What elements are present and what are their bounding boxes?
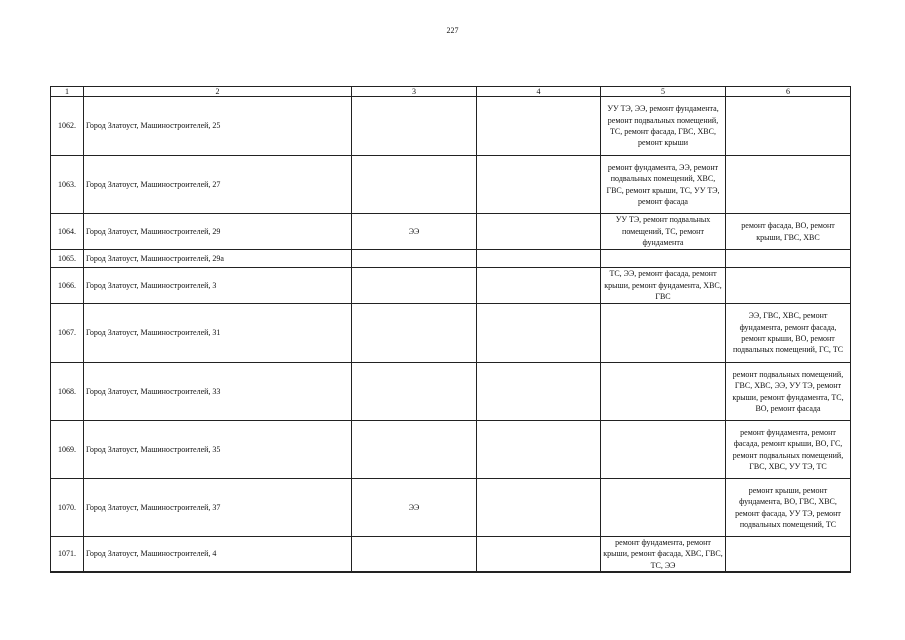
address-cell: Город Златоуст, Машиностроителей, 31 <box>84 304 352 363</box>
table-row <box>51 363 851 421</box>
column-header: 4 <box>477 87 601 97</box>
row-number: 1068. <box>51 363 84 421</box>
row-number: 1071. <box>51 537 84 573</box>
column-3-cell <box>352 156 477 214</box>
address-cell: Город Златоуст, Машиностроителей, 29 <box>84 214 352 250</box>
column-3-cell <box>352 97 477 156</box>
address-cell: Город Златоуст, Машиностроителей, 25 <box>84 97 352 156</box>
column-4-cell <box>477 156 601 214</box>
column-4-cell <box>477 214 601 250</box>
column-4-cell <box>477 421 601 479</box>
column-3-cell: ЭЭ <box>352 479 477 537</box>
column-6-cell: ЭЭ, ГВС, ХВС, ремонт фундамента, ремонт фасада, ремонт крыши, ВО, ремонт подвальных помещений, ГС, ТС <box>726 304 851 363</box>
column-header: 6 <box>726 87 851 97</box>
column-3-cell <box>352 421 477 479</box>
column-5-cell: ТС, ЭЭ, ремонт фасада, ремонт крыши, ремонт фундамента, ХВС, ГВС <box>601 268 726 304</box>
row-number: 1070. <box>51 479 84 537</box>
column-4-cell <box>477 97 601 156</box>
column-4-cell <box>477 363 601 421</box>
column-3-cell: ЭЭ <box>352 214 477 250</box>
column-header: 5 <box>601 87 726 97</box>
table-row <box>51 156 851 214</box>
table-row <box>51 97 851 156</box>
column-5-cell: УУ ТЭ, ремонт подвальных помещений, ТС, ремонт фундамента <box>601 214 726 250</box>
row-number: 1066. <box>51 268 84 304</box>
address-cell: Город Златоуст, Машиностроителей, 35 <box>84 421 352 479</box>
column-4-cell <box>477 250 601 268</box>
row-number: 1069. <box>51 421 84 479</box>
column-5-cell <box>601 304 726 363</box>
address-cell: Город Златоуст, Машиностроителей, 27 <box>84 156 352 214</box>
column-6-cell: ремонт фасада, ВО, ремонт крыши, ГВС, ХВС <box>726 214 851 250</box>
row-number: 1065. <box>51 250 84 268</box>
table-row <box>51 304 851 363</box>
row-number: 1064. <box>51 214 84 250</box>
table-row <box>51 268 851 304</box>
column-5-cell: УУ ТЭ, ЭЭ, ремонт фундамента, ремонт подвальных помещений, ТС, ремонт фасада, ГВС, ХВС, ремонт крыши <box>601 97 726 156</box>
table-header-row <box>51 87 851 97</box>
column-6-cell: ремонт фундамента, ремонт фасада, ремонт крыши, ВО, ГС, ремонт подвальных помещений, ГВС, ХВС, УУ ТЭ, ТС <box>726 421 851 479</box>
column-6-cell <box>726 537 851 573</box>
column-6-cell <box>726 268 851 304</box>
column-5-cell <box>601 363 726 421</box>
column-5-cell <box>601 250 726 268</box>
column-5-cell <box>601 421 726 479</box>
address-cell: Город Златоуст, Машиностроителей, 37 <box>84 479 352 537</box>
table-row <box>51 214 851 250</box>
row-number: 1063. <box>51 156 84 214</box>
table-row <box>51 421 851 479</box>
column-header: 1 <box>51 87 84 97</box>
column-6-cell: ремонт подвальных помещений, ГВС, ХВС, ЭЭ, УУ ТЭ, ремонт крыши, ремонт фундамента, ТС, ВО, ремонт фасада <box>726 363 851 421</box>
column-6-cell <box>726 97 851 156</box>
column-3-cell <box>352 537 477 573</box>
address-cell: Город Златоуст, Машиностроителей, 3 <box>84 268 352 304</box>
column-6-cell <box>726 156 851 214</box>
column-4-cell <box>477 537 601 573</box>
column-5-cell: ремонт фундамента, ремонт крыши, ремонт фасада, ХВС, ГВС, ТС, ЭЭ <box>601 537 726 573</box>
column-3-cell <box>352 363 477 421</box>
row-number: 1067. <box>51 304 84 363</box>
page-number: 227 <box>446 26 459 35</box>
table-row <box>51 250 851 268</box>
column-6-cell: ремонт крыши, ремонт фундамента, ВО, ГВС, ХВС, ремонт фасада, УУ ТЭ, ремонт подвальных помещений, ТС <box>726 479 851 537</box>
row-number: 1062. <box>51 97 84 156</box>
column-3-cell <box>352 250 477 268</box>
column-4-cell <box>477 304 601 363</box>
column-6-cell <box>726 250 851 268</box>
column-5-cell <box>601 479 726 537</box>
table-row <box>51 537 851 573</box>
column-4-cell <box>477 268 601 304</box>
column-5-cell: ремонт фундамента, ЭЭ, ремонт подвальных помещений, ХВС, ГВС, ремонт крыши, ТС, УУ ТЭ, ремонт фасада <box>601 156 726 214</box>
column-header: 3 <box>352 87 477 97</box>
column-4-cell <box>477 479 601 537</box>
address-cell: Город Златоуст, Машиностроителей, 33 <box>84 363 352 421</box>
column-3-cell <box>352 304 477 363</box>
address-cell: Город Златоуст, Машиностроителей, 4 <box>84 537 352 573</box>
repair-program-table <box>50 86 851 573</box>
address-cell: Город Златоуст, Машиностроителей, 29а <box>84 250 352 268</box>
table-row <box>51 479 851 537</box>
column-3-cell <box>352 268 477 304</box>
column-header: 2 <box>84 87 352 97</box>
